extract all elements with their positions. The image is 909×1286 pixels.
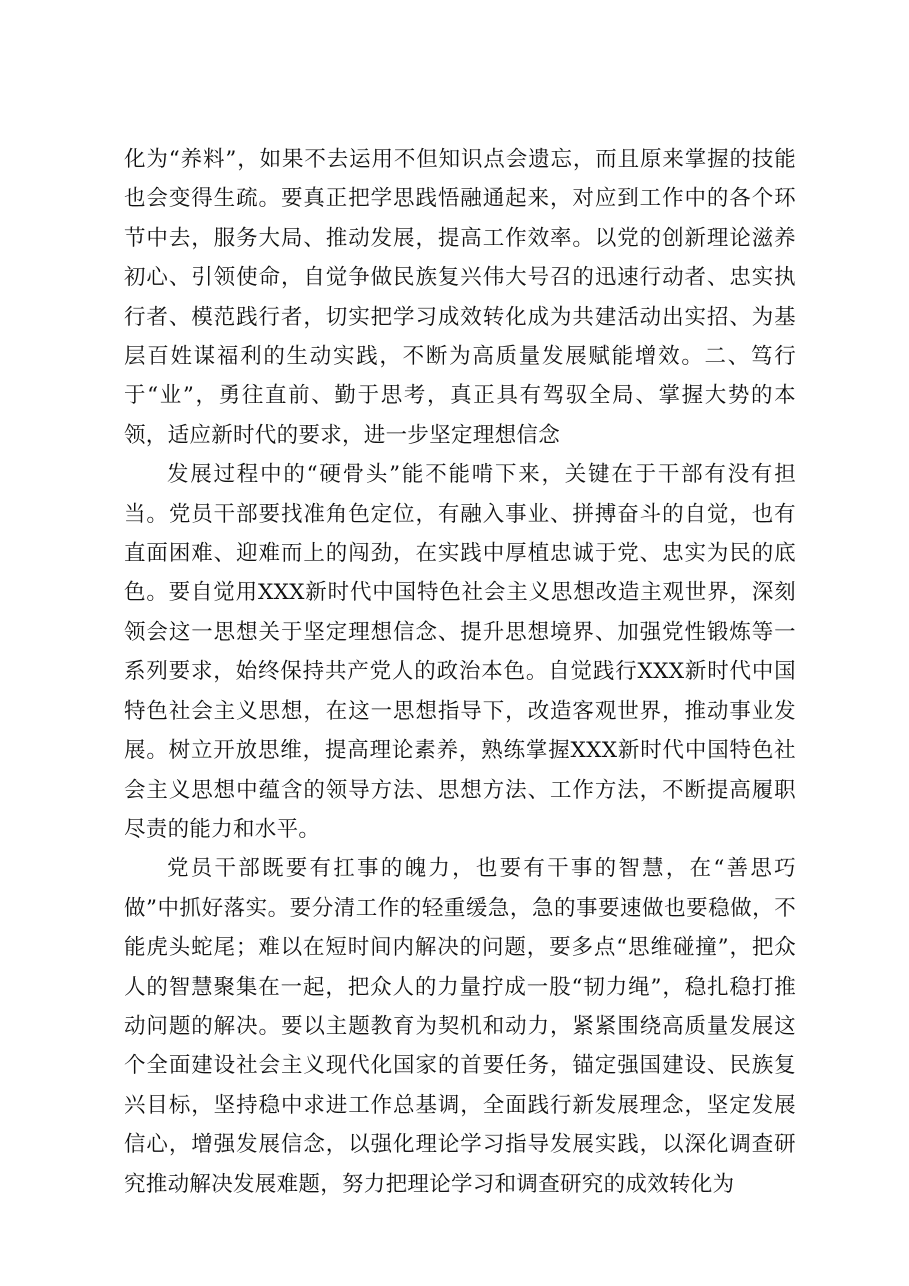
paragraph-1: 化为“养料”，如果不去运用不但知识点会遗忘，而且原来掌握的技能也会变得生疏。要真正把学思践悟融通起来，对应到工作中的各个环节中去，服务大局、推动发展，提高工作效率。以党的创新理论滋养初心、引领使命，自觉争做民族复兴伟大号召的迅速行动者、忠实执行者、模范践行者，切实把学习成效转化成为共建活动出实招、为基层百姓谋福利的生动实践，不断为高质量发展赋能增效。二、笃行于“业”，勇往直前、勤于思考，真正具有驾驭全局、掌握大势的本领，适应新时代的要求，进一步坚定理想信念 [124, 147, 796, 448]
paragraph-3: 党员干部既要有扛事的魄力，也要有干事的智慧，在“善思巧做”中抓好落实。要分清工作的轻重缓急，急的事要速做也要稳做，不能虎头蛇尾；难以在短时间内解决的问题，要多点“思维碰撞”，把众人的智慧聚集在一起，把众人的力量拧成一股“韧力绳”，稳扎稳打推动问题的解决。要以主题教育为契机和动力，紧紧围绕高质量发展这个全面建设社会主义现代化国家的首要任务，锚定强国建设、民族复兴目标，坚持稳中求进工作总基调，全面践行新发展理念，坚定发展信心，增强发展信念，以强化理论学习指导发展实践，以深化调查研究推动解决发展难题，努力把理论学习和调查研究的成效转化为 [124, 856, 796, 1197]
paragraph-2: 发展过程中的“硬骨头”能不能啃下来，关键在于干部有没有担当。党员干部要找准角色定位，有融入事业、拼搏奋斗的自觉，也有直面困难、迎难而上的闯劲，在实践中厚植忠诚于党、忠实为民的底色。要自觉用XXX新时代中国特色社会主义思想改造主观世界，深刻领会这一思想关于坚定理想信念、提升思想境界、加强党性锻炼等一系列要求，始终保持共产党人的政治本色。自觉践行XXX新时代中国特色社会主义思想，在这一思想指导下，改造客观世界，推动事业发展。树立开放思维，提高理论素养，熟练掌握XXX新时代中国特色社会主义思想中蕴含的领导方法、思想方法、工作方法，不断提高履职尽责的能力和水平。 [124, 462, 796, 842]
document-body [124, 140, 796, 1204]
